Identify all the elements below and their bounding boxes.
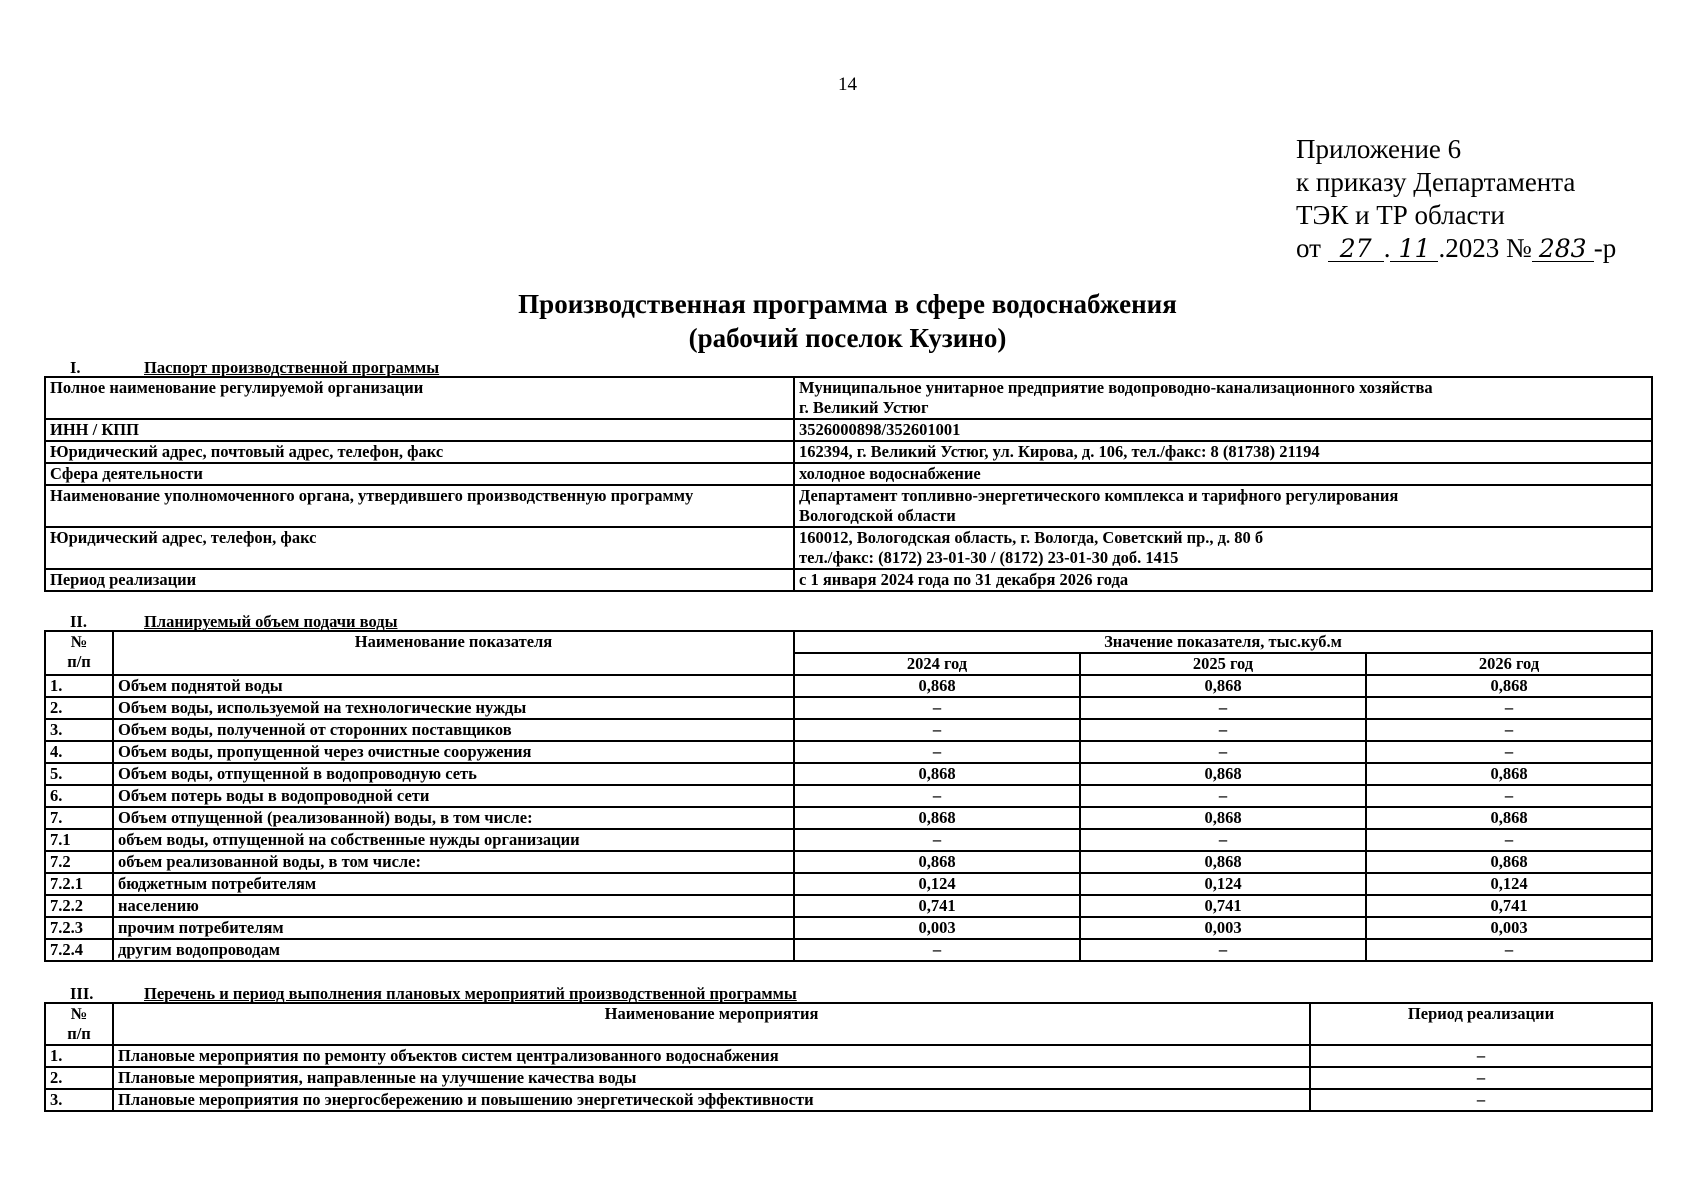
table-row: [45, 1045, 1652, 1067]
value-2024: –: [794, 785, 1080, 807]
indicator-name: другим водопроводам: [113, 939, 794, 961]
handwritten-order-number: 283: [1532, 237, 1594, 262]
passport-value: 162394, г. Великий Устюг, ул. Кирова, д. 106, тел./факс: 8 (81738) 21194: [794, 441, 1652, 463]
passport-value: [794, 485, 1652, 527]
table-row: [45, 741, 1652, 763]
table-row: [45, 1089, 1652, 1111]
passport-value-line: Вологодской области: [799, 506, 956, 525]
value-2024: 0,003: [794, 917, 1080, 939]
section-3-title: Перечень и период выполнения плановых мероприятий производственной программы: [144, 984, 797, 1003]
water-volume-table: [44, 630, 1653, 962]
value-2026: –: [1366, 697, 1652, 719]
table-row: [45, 719, 1652, 741]
value-2026: 0,003: [1366, 917, 1652, 939]
header-measure-name: Наименование мероприятия: [113, 1003, 1310, 1045]
header-num: [45, 1003, 113, 1045]
value-2024: 0,741: [794, 895, 1080, 917]
section-1-number: I.: [70, 358, 81, 377]
row-number: 5.: [45, 763, 113, 785]
row-number: 2.: [45, 697, 113, 719]
table-row: [45, 527, 1652, 569]
value-2026: 0,741: [1366, 895, 1652, 917]
row-number: 7.: [45, 807, 113, 829]
header-period: Период реализации: [1310, 1003, 1652, 1045]
table-row: [45, 829, 1652, 851]
header-value-group: Значение показателя, тыс.куб.м: [794, 631, 1652, 653]
indicator-name: Объем поднятой воды: [113, 675, 794, 697]
passport-label: Юридический адрес, телефон, факс: [45, 527, 794, 569]
value-2026: –: [1366, 829, 1652, 851]
table-row: [45, 763, 1652, 785]
table-header-row: [45, 1003, 1652, 1045]
date-prefix: от: [1296, 233, 1321, 263]
value-2025: –: [1080, 697, 1366, 719]
table-row: [45, 851, 1652, 873]
indicator-name: объем воды, отпущенной на собственные нужды организации: [113, 829, 794, 851]
indicator-name: Объем потерь воды в водопроводной сети: [113, 785, 794, 807]
table-header-row: [45, 631, 1652, 653]
value-2024: 0,868: [794, 851, 1080, 873]
row-number: 1.: [45, 1045, 113, 1067]
passport-value-line: тел./факс: (8172) 23-01-30 / (8172) 23-01-30 доб. 1415: [799, 548, 1179, 567]
indicator-name: Объем воды, пропущенной через очистные сооружения: [113, 741, 794, 763]
passport-value-line: Муниципальное унитарное предприятие водопроводно-канализационного хозяйства: [799, 378, 1433, 397]
header-num-line: №: [70, 1004, 88, 1023]
measure-period: –: [1310, 1089, 1652, 1111]
header-year: 2024 год: [794, 653, 1080, 675]
handwritten-month: 11: [1390, 237, 1438, 262]
table-row: [45, 1067, 1652, 1089]
section-1-heading: [44, 358, 439, 378]
section-3-number: III.: [70, 984, 94, 1003]
value-2025: 0,741: [1080, 895, 1366, 917]
section-2-title: Планируемый объем подачи воды: [144, 612, 398, 631]
title-line-2: (рабочий поселок Кузино): [688, 323, 1007, 353]
passport-value-line: Департамент топливно-энергетического комплекса и тарифного регулирования: [799, 486, 1399, 505]
value-2025: –: [1080, 719, 1366, 741]
table-row: [45, 675, 1652, 697]
value-2024: 0,868: [794, 675, 1080, 697]
row-number: 6.: [45, 785, 113, 807]
year-and-number-sign: .2023 №: [1438, 233, 1532, 263]
row-number: 7.1: [45, 829, 113, 851]
measures-table: [44, 1002, 1653, 1112]
indicator-name: Объем воды, полученной от сторонних поставщиков: [113, 719, 794, 741]
appendix-line-2: к приказу Департамента: [1296, 167, 1576, 197]
value-2026: –: [1366, 741, 1652, 763]
value-2026: –: [1366, 785, 1652, 807]
value-2024: 0,868: [794, 807, 1080, 829]
measure-name: Плановые мероприятия по ремонту объектов систем централизованного водоснабжения: [113, 1045, 1310, 1067]
table-row: [45, 697, 1652, 719]
passport-value-line: г. Великий Устюг: [799, 398, 929, 417]
measure-name: Плановые мероприятия, направленные на улучшение качества воды: [113, 1067, 1310, 1089]
passport-value: с 1 января 2024 года по 31 декабря 2026 года: [794, 569, 1652, 591]
value-2025: 0,868: [1080, 675, 1366, 697]
appendix-line-1: Приложение 6: [1296, 134, 1462, 164]
measure-period: –: [1310, 1045, 1652, 1067]
row-number: 7.2.4: [45, 939, 113, 961]
table-row: [45, 785, 1652, 807]
value-2025: 0,003: [1080, 917, 1366, 939]
passport-value-line: 160012, Вологодская область, г. Вологда, Советский пр., д. 80 б: [799, 528, 1264, 547]
indicator-name: населению: [113, 895, 794, 917]
indicator-name: прочим потребителям: [113, 917, 794, 939]
row-number: 7.2.2: [45, 895, 113, 917]
appendix-date-line: [1296, 232, 1616, 265]
table-row: [45, 939, 1652, 961]
value-2024: –: [794, 719, 1080, 741]
passport-label: Сфера деятельности: [45, 463, 794, 485]
value-2026: 0,124: [1366, 873, 1652, 895]
value-2025: 0,868: [1080, 807, 1366, 829]
page-number: 14: [838, 74, 857, 95]
value-2025: –: [1080, 939, 1366, 961]
table-row: [45, 441, 1652, 463]
value-2025: 0,868: [1080, 763, 1366, 785]
value-2026: 0,868: [1366, 851, 1652, 873]
indicator-name: Объем воды, используемой на технологические нужды: [113, 697, 794, 719]
value-2025: 0,868: [1080, 851, 1366, 873]
passport-label: ИНН / КПП: [45, 419, 794, 441]
table-row: [45, 917, 1652, 939]
row-number: 7.2.3: [45, 917, 113, 939]
indicator-name: Объем воды, отпущенной в водопроводную сеть: [113, 763, 794, 785]
table-row: [45, 807, 1652, 829]
section-2-heading: [44, 612, 398, 632]
row-number: 3.: [45, 1089, 113, 1111]
indicator-name: объем реализованной воды, в том числе:: [113, 851, 794, 873]
passport-value: [794, 527, 1652, 569]
table-row: [45, 873, 1652, 895]
passport-label: Период реализации: [45, 569, 794, 591]
appendix-line-3: ТЭК и ТР области: [1296, 200, 1505, 230]
passport-label: Наименование уполномоченного органа, утвердившего производственную программу: [45, 485, 794, 527]
row-number: 1.: [45, 675, 113, 697]
header-num: [45, 631, 113, 675]
table-row: [45, 377, 1652, 419]
table-row: [45, 895, 1652, 917]
header-indicator-name: Наименование показателя: [113, 631, 794, 675]
header-num-line: п/п: [67, 1024, 91, 1043]
handwritten-day: 27: [1328, 237, 1384, 262]
value-2026: 0,868: [1366, 675, 1652, 697]
value-2024: –: [794, 939, 1080, 961]
appendix-block: [1296, 133, 1616, 265]
header-num-line: п/п: [67, 652, 91, 671]
value-2024: –: [794, 741, 1080, 763]
document-title: [0, 287, 1695, 355]
value-2024: –: [794, 697, 1080, 719]
value-2026: –: [1366, 719, 1652, 741]
row-number: 4.: [45, 741, 113, 763]
passport-value: [794, 377, 1652, 419]
order-suffix: -р: [1593, 233, 1617, 263]
indicator-name: бюджетным потребителям: [113, 873, 794, 895]
passport-label: Полное наименование регулируемой организации: [45, 377, 794, 419]
section-3-heading: [44, 984, 797, 1004]
value-2026: –: [1366, 939, 1652, 961]
row-number: 7.2.1: [45, 873, 113, 895]
table-row: [45, 419, 1652, 441]
value-2026: 0,868: [1366, 763, 1652, 785]
value-2026: 0,868: [1366, 807, 1652, 829]
value-2025: –: [1080, 829, 1366, 851]
value-2025: –: [1080, 741, 1366, 763]
value-2024: 0,124: [794, 873, 1080, 895]
measure-period: –: [1310, 1067, 1652, 1089]
section-1-title: Паспорт производственной программы: [144, 358, 440, 377]
title-line-1: Производственная программа в сфере водоснабжения: [518, 289, 1177, 319]
header-year: 2025 год: [1080, 653, 1366, 675]
passport-table: [44, 376, 1653, 592]
section-2-number: II.: [70, 612, 87, 631]
header-num-line: №: [70, 632, 88, 651]
table-row: [45, 485, 1652, 527]
table-row: [45, 569, 1652, 591]
value-2024: –: [794, 829, 1080, 851]
passport-value: холодное водоснабжение: [794, 463, 1652, 485]
row-number: 3.: [45, 719, 113, 741]
value-2025: –: [1080, 785, 1366, 807]
header-year: 2026 год: [1366, 653, 1652, 675]
value-2024: 0,868: [794, 763, 1080, 785]
indicator-name: Объем отпущенной (реализованной) воды, в том числе:: [113, 807, 794, 829]
row-number: 2.: [45, 1067, 113, 1089]
measure-name: Плановые мероприятия по энергосбережению и повышению энергетической эффективности: [113, 1089, 1310, 1111]
table-row: [45, 463, 1652, 485]
passport-value: 3526000898/352601001: [794, 419, 1652, 441]
value-2025: 0,124: [1080, 873, 1366, 895]
row-number: 7.2: [45, 851, 113, 873]
passport-label: Юридический адрес, почтовый адрес, телефон, факс: [45, 441, 794, 463]
date-separator: .: [1383, 233, 1391, 263]
